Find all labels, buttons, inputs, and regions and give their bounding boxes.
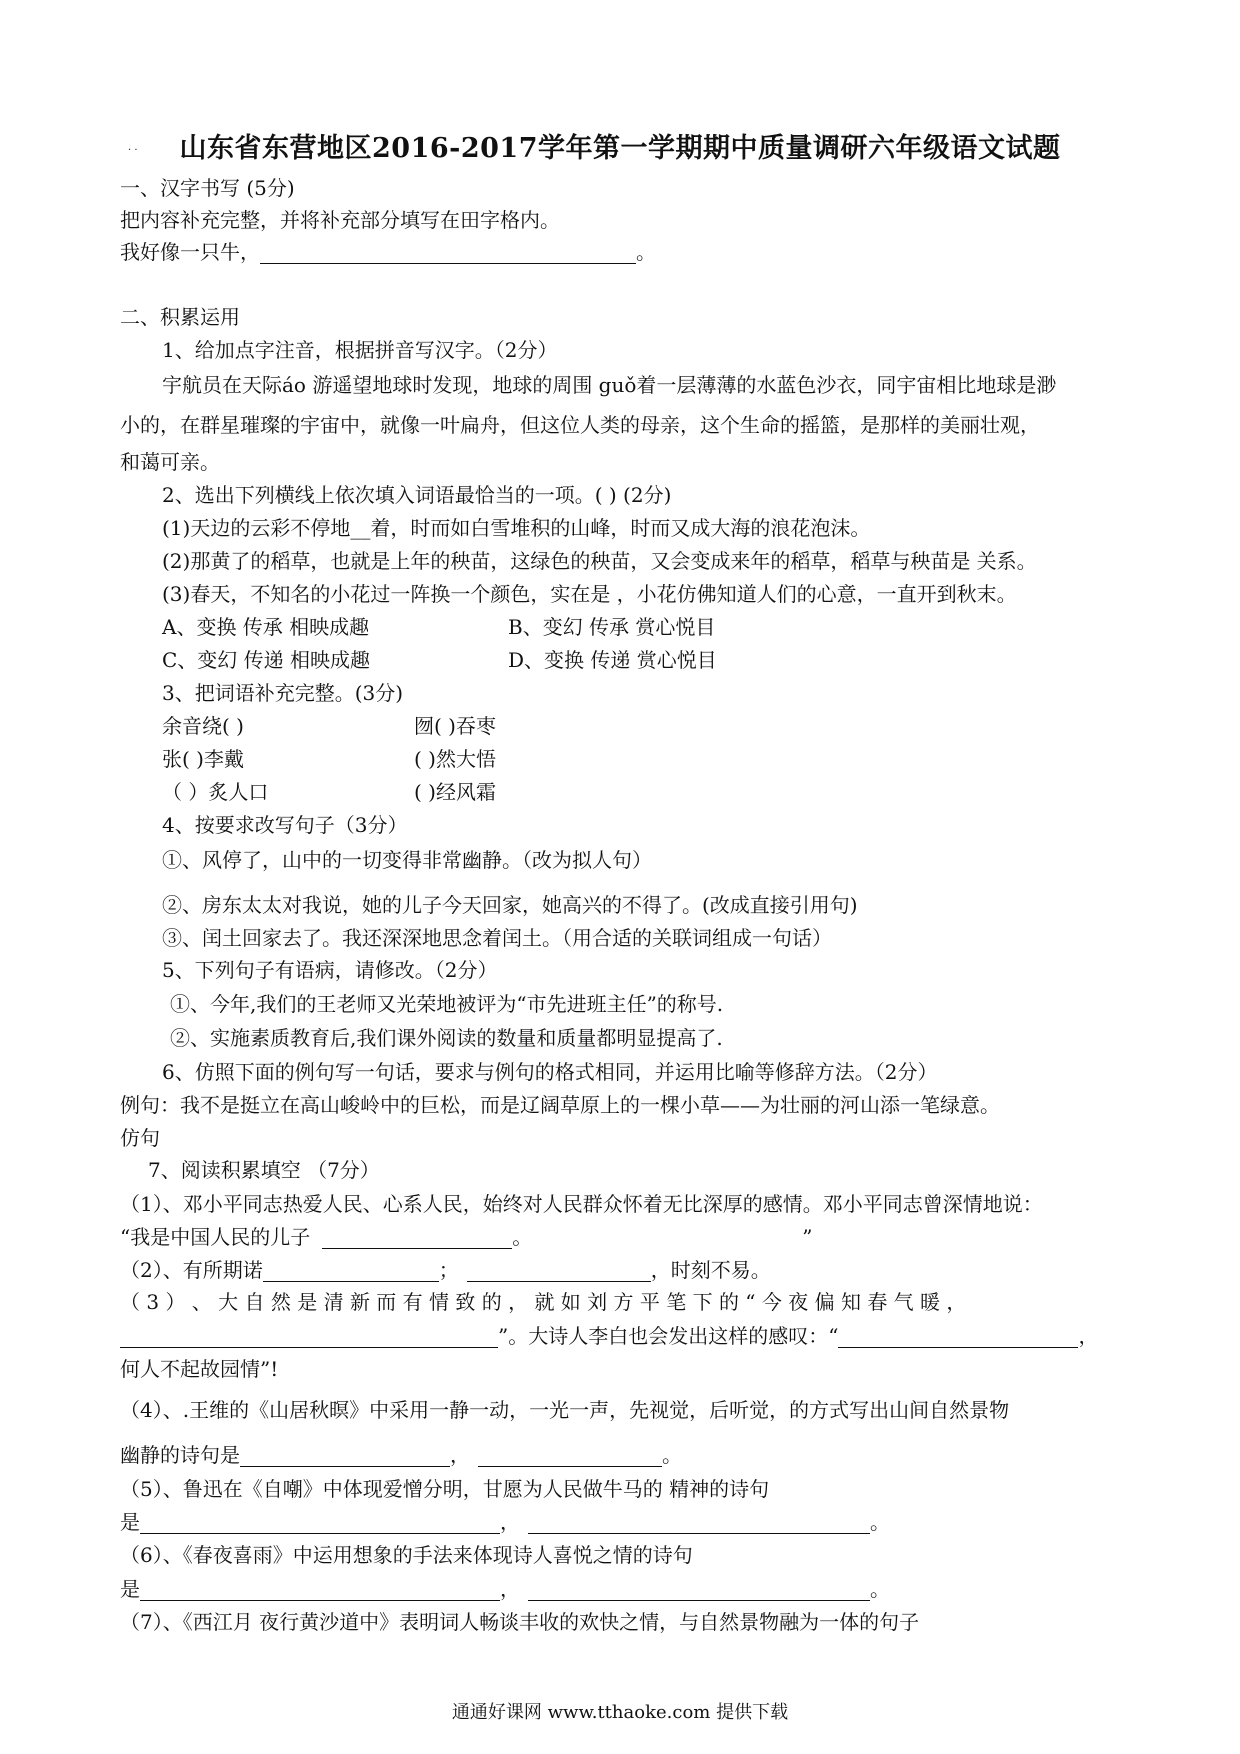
- q7-item-2-text: （2）、有所期诺: [120, 1258, 263, 1282]
- section-1-line-text: 我好像一只牛，: [120, 240, 260, 264]
- q1-passage-line-3: 和蔼可亲。: [120, 450, 220, 474]
- q4-sentence-1: ①、风停了，山中的一切变得非常幽静。（改为拟人句）: [162, 848, 652, 872]
- q7-item-7a: （7）、《西江月 夜行黄沙道中》表明词人畅谈丰收的欢快之情，与自然景物融为一体的句子: [120, 1610, 920, 1634]
- q5-sentence-1: ①、今年,我们的王老师又光荣地被评为“市先进班主任”的称号.: [170, 992, 724, 1016]
- q7-item-1b-text: “我是中国人民的儿子: [120, 1225, 311, 1249]
- q7-item-4b: [120, 1443, 682, 1467]
- answer-blank[interactable]: [322, 1228, 512, 1249]
- q2-sentence-3: (3)春天，不知名的小花过一阵换一个颜色，实在是 ，小花仿佛知道人们的心意，一直开到秋末。: [162, 582, 1017, 606]
- q4-sentence-3: ③、闰土回家去了。我还深深地思念着闰土。（用合适的关联词组成一句话）: [162, 926, 832, 950]
- q2-option-b[interactable]: B、变幻 传承 赏心悦目: [508, 615, 716, 639]
- q3-word-1: 余音绕( ): [162, 714, 244, 738]
- q1-title: 1、给加点字注音，根据拼音写汉字。（2分）: [162, 338, 558, 362]
- q7-item-2-mid: ；: [438, 1258, 459, 1282]
- section-1-heading: 一、汉字书写 (5分): [120, 176, 295, 200]
- q7-item-3c: 何人不起故园情”!: [120, 1357, 279, 1381]
- scan-mark: . .: [128, 142, 138, 153]
- q7-item-6b-text: 是: [120, 1577, 140, 1601]
- q3-word-6: ( )经风霜: [414, 780, 496, 804]
- answer-blank[interactable]: [260, 243, 636, 264]
- q7-item-2-end: ，时刻不易。: [650, 1258, 771, 1282]
- q7-item-4b-end: 。: [662, 1443, 682, 1467]
- q7-item-4b-mid: ，: [450, 1443, 470, 1467]
- answer-blank[interactable]: [528, 1513, 870, 1534]
- q7-item-1a: （1）、邓小平同志热爱人民、心系人民，始终对人民群众怀着无比深厚的感情。邓小平同志曾深情地说：: [120, 1192, 1043, 1216]
- q3-title: 3、把词语补充完整。(3分): [162, 681, 404, 705]
- q7-item-3b: [120, 1324, 1098, 1348]
- q3-word-5: （ ）炙人口: [162, 780, 269, 804]
- q2-option-a[interactable]: A、变换 传承 相映成趣: [162, 615, 370, 639]
- answer-blank[interactable]: [240, 1446, 450, 1467]
- q7-item-1b-quote: ”: [802, 1225, 813, 1249]
- q7-item-3b-mid: ”。大诗人李白也会发出这样的感叹：“: [498, 1324, 839, 1348]
- answer-blank[interactable]: [120, 1327, 498, 1348]
- q2-sentence-2: (2)那黄了的稻草，也就是上年的秧苗，这绿色的秧苗，又会变成来年的稻草，稻草与秧苗是 关系。: [162, 549, 1037, 573]
- q3-word-2: 囫( )吞枣: [414, 714, 496, 738]
- q3-word-4: ( )然大悟: [414, 747, 496, 771]
- q7-item-3b-tail: ，: [1078, 1324, 1099, 1348]
- section-1-line: [120, 240, 656, 264]
- answer-blank[interactable]: [140, 1580, 500, 1601]
- q5-title: 5、下列句子有语病，请修改。（2分）: [162, 958, 498, 982]
- q7-title: 7、阅读积累填空 （7分）: [148, 1158, 380, 1182]
- q7-item-6b: [120, 1577, 890, 1601]
- q6-imitate-label: 仿句: [120, 1126, 160, 1150]
- q2-sentence-1: (1)天边的云彩不停地__着，时而如白雪堆积的山峰，时而又成大海的浪花泡沫。: [162, 516, 871, 540]
- q7-item-5a: （5）、鲁迅在《自嘲》中体现爱憎分明，甘愿为人民做牛马的 精神的诗句: [120, 1477, 770, 1501]
- q2-option-c[interactable]: C、变幻 传递 相映成趣: [162, 648, 371, 672]
- q7-item-5b-end: 。: [870, 1510, 890, 1534]
- q6-example: 例句：我不是挺立在高山峻岭中的巨松，而是辽阔草原上的一棵小草——为壮丽的河山添一笔绿意。: [120, 1093, 1000, 1117]
- q7-item-6b-mid: ，: [500, 1577, 520, 1601]
- q7-item-6a: （6）、《春夜喜雨》中运用想象的手法来体现诗人喜悦之情的诗句: [120, 1543, 693, 1567]
- q5-sentence-2: ②、实施素质教育后,我们课外阅读的数量和质量都明显提高了.: [170, 1026, 723, 1050]
- section-2-heading: 二、积累运用: [120, 305, 240, 329]
- q1-passage-line-2: 小的，在群星璀璨的宇宙中，就像一叶扁舟，但这位人类的母亲，这个生命的摇篮，是那样的美丽壮观，: [120, 413, 1040, 437]
- q7-item-5b-text: 是: [120, 1510, 140, 1534]
- q3-word-3: 张( )李戴: [162, 747, 244, 771]
- section-1-instruction: 把内容补充完整，并将补充部分填写在田字格内。: [120, 208, 560, 232]
- answer-blank[interactable]: [478, 1446, 662, 1467]
- q2-option-d[interactable]: D、变换 传递 赏心悦目: [508, 648, 717, 672]
- q4-title: 4、按要求改写句子（3分）: [162, 813, 408, 837]
- answer-blank[interactable]: [467, 1261, 651, 1282]
- section-1-line-end: 。: [636, 240, 656, 264]
- answer-blank[interactable]: [263, 1261, 439, 1282]
- q7-item-2: [120, 1258, 771, 1282]
- q7-item-4a: （4）、.王维的《山居秋暝》中采用一静一动，一光一声，先视觉，后听觉，的方式写出山间自然景物: [120, 1398, 1010, 1422]
- q7-item-4b-text: 幽静的诗句是: [120, 1443, 240, 1467]
- q7-item-3a: （ 3 ） 、 大 自 然 是 清 新 而 有 情 致 的 ， 就 如 刘 方 平 笔 下 的 “ 今 夜 偏 知 春 气 暖 ，: [120, 1290, 967, 1314]
- q7-item-5b-mid: ，: [500, 1510, 520, 1534]
- q7-item-5b: [120, 1510, 890, 1534]
- q4-sentence-2: ②、房东太太对我说，她的儿子今天回家，她高兴的不得了。(改成直接引用句): [162, 893, 858, 917]
- answer-blank[interactable]: [528, 1580, 870, 1601]
- q1-passage-line-1: 宇航员在天际áo 游遥望地球时发现，地球的周围 guǒ着一层薄薄的水蓝色沙衣，同宇宙相比地球是渺: [162, 373, 1057, 397]
- q7-item-1b-end: 。: [512, 1225, 533, 1249]
- page-title: 山东省东营地区2016-2017学年第一学期期中质量调研六年级语文试题: [179, 133, 1061, 164]
- q7-item-1b: [120, 1225, 812, 1249]
- footer-source: 通通好课网 www.tthaoke.com 提供下载: [451, 1702, 789, 1723]
- q6-title: 6、仿照下面的例句写一句话，要求与例句的格式相同，并运用比喻等修辞方法。（2分）: [162, 1060, 938, 1084]
- answer-blank[interactable]: [838, 1327, 1078, 1348]
- q7-item-6b-end: 。: [870, 1577, 890, 1601]
- answer-blank[interactable]: [140, 1513, 500, 1534]
- q2-title: 2、选出下列横线上依次填入词语最恰当的一项。( ) (2分): [162, 483, 672, 507]
